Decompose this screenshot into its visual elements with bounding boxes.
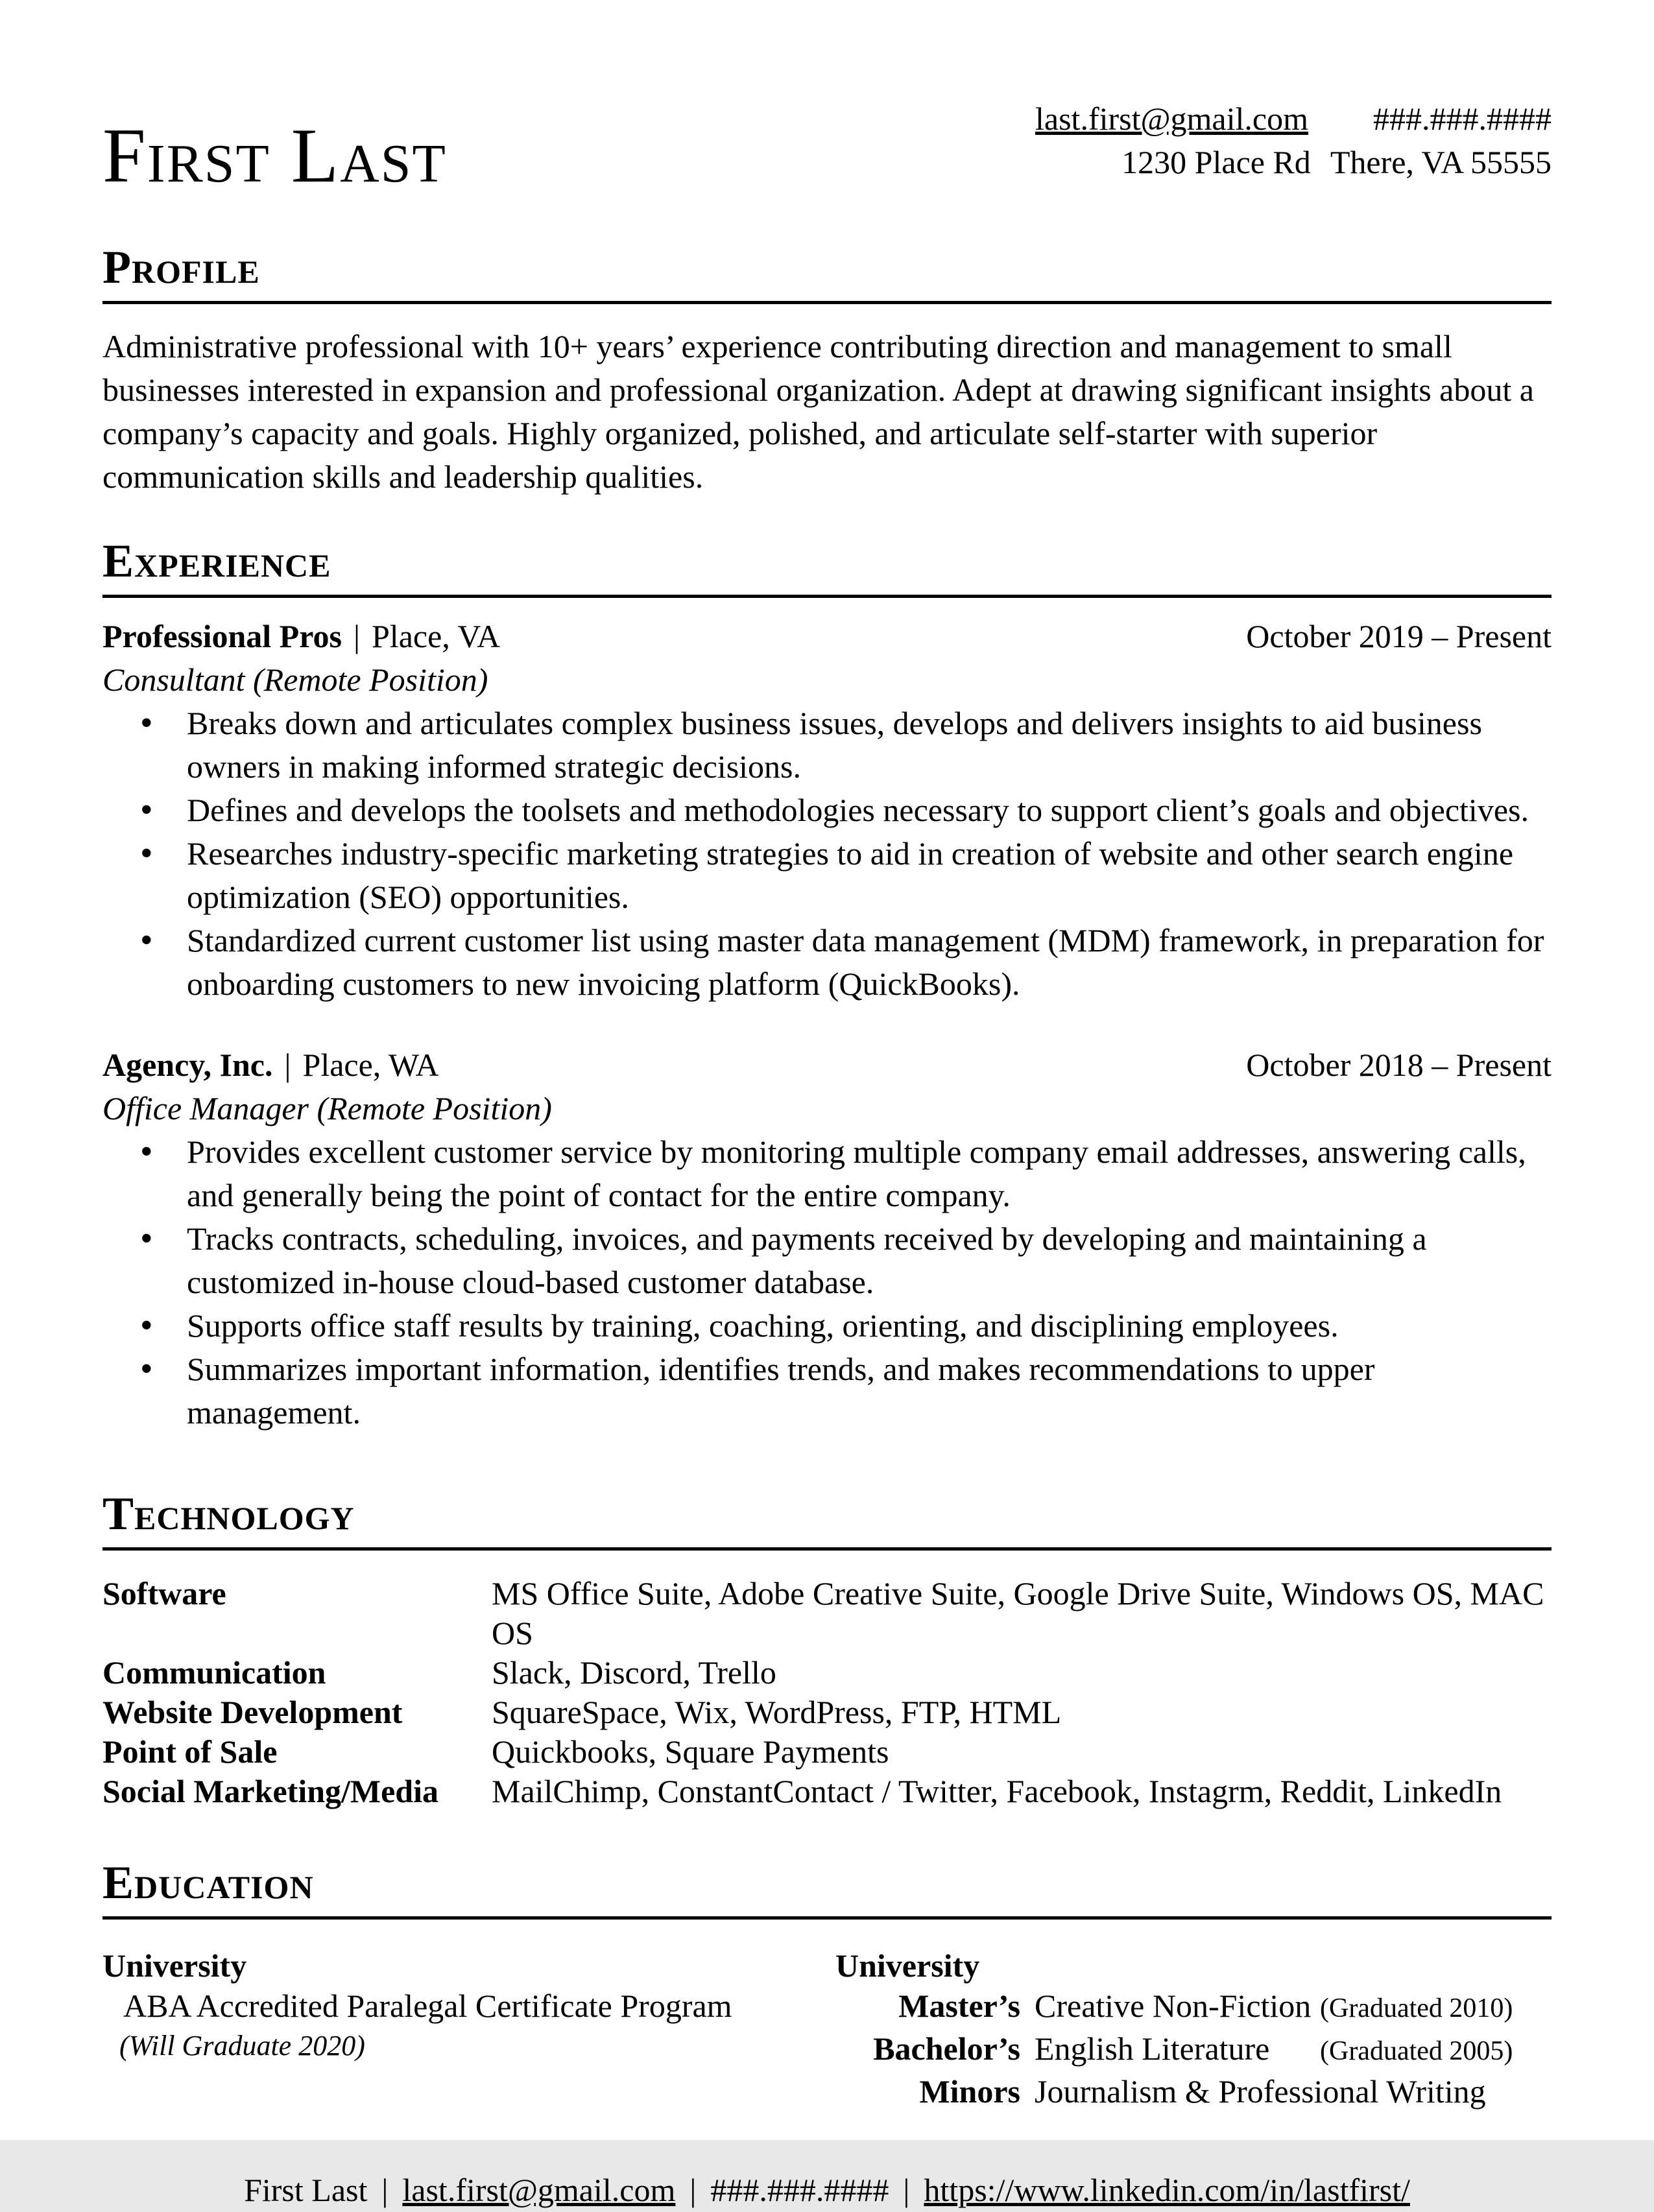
job-entry-1 [102,615,1552,1006]
email-link[interactable]: last.first@gmail.com [1035,101,1308,137]
bullet-item: • Defines and develops the toolsets and methodologies necessary to support client’s goals and objectives. [102,789,1552,832]
job-location: Place, VA [372,618,501,654]
section-profile [102,241,1552,499]
tech-row [102,1693,1552,1732]
pipe-divider: | [284,1047,291,1083]
tech-category-value: Quickbooks, Square Payments [492,1733,889,1770]
edu-degree-value: Journalism & Professional Writing [1035,2073,1486,2110]
job-bullet-list [102,1130,1552,1434]
header [102,97,1552,198]
job-company-location [102,615,500,658]
tech-category-label: Website Development [102,1694,403,1730]
tech-row [102,1574,1552,1653]
tech-category-value: Slack, Discord, Trello [492,1654,776,1691]
job-company: Professional Pros [102,618,342,654]
footer-email-link[interactable]: last.first@gmail.com [402,2172,676,2208]
job-dates: October 2018 – Present [1246,1047,1552,1083]
edu-degree-value: English Literature [1035,2030,1270,2067]
contact-line-1 [1035,97,1552,141]
phone-number: ###.###.#### [1373,101,1552,137]
job-entry-2 [102,1043,1552,1434]
section-technology [102,1490,1552,1811]
education-columns [102,1945,1552,2111]
technology-heading: Technology [102,1488,355,1540]
education-right-column [835,1945,1552,2111]
edu-graduation-note: (Graduated 2010) [1320,1993,1513,2023]
edu-degree-label: Master’s [898,1988,1020,2024]
education-heading: Education [102,1857,314,1909]
edu-degree-row [835,2071,1552,2111]
bullet-item: • Standardized current customer list using master data management (MDM) framework, in preparation for onboarding customers to new invoicing platform (QuickBooks). [102,919,1552,1006]
job-header [102,1043,1552,1087]
edu-degree-row [835,2028,1552,2071]
job-company: Agency, Inc. [102,1047,273,1083]
pipe-divider: | [353,618,360,654]
edu-graduation-note: (Will Graduate 2020) [119,2030,365,2062]
tech-category-label: Software [102,1575,226,1611]
edu-school: University [835,1947,980,1984]
pipe-divider: | [381,2172,389,2208]
section-experience [102,535,1552,1434]
street-address: 1230 Place Rd [1121,144,1311,180]
bullet-item: • Breaks down and articulates complex business issues, develops and delivers insights to aid business owners in making informed strategic decisions. [102,702,1552,789]
tech-row [102,1732,1552,1772]
tech-category-value: MS Office Suite, Adobe Creative Suite, Google Drive Suite, Windows OS, MAC OS [492,1575,1544,1651]
footer-name: First Last [244,2172,368,2208]
education-left-column [102,1945,835,2111]
candidate-name: First Last [102,112,447,198]
footer-linkedin-link[interactable]: https://www.linkedin.com/in/lastfirst/ [924,2172,1410,2208]
experience-heading: Experience [102,535,331,587]
edu-degree-label: Minors [919,2073,1020,2110]
edu-degree-label: Bachelor’s [873,2030,1020,2067]
tech-category-value: SquareSpace, Wix, WordPress, FTP, HTML [492,1694,1062,1730]
bullet-item: • Supports office staff results by training, coaching, orienting, and disciplining employees. [102,1304,1552,1348]
bullet-item: • Provides excellent customer service by monitoring multiple company email addresses, answering calls, and generally being the point of contact for the entire company. [102,1130,1552,1217]
footer-phone: ###.###.#### [710,2172,889,2208]
bullet-item: • Tracks contracts, scheduling, invoices, and payments received by developing and maintaining a customized in-house cloud-based customer database. [102,1217,1552,1304]
edu-school: University [102,1947,247,1984]
edu-graduation-note: (Graduated 2005) [1320,2036,1513,2066]
job-dates: October 2019 – Present [1246,618,1552,654]
job-header [102,615,1552,658]
tech-row [102,1772,1552,1811]
tech-category-label: Social Marketing/Media [102,1773,438,1809]
section-divider [102,301,1552,304]
bullet-item: • Summarizes important information, identifies trends, and makes recommendations to upper management. [102,1348,1552,1434]
technology-table [102,1574,1552,1811]
contact-block [1035,97,1552,184]
footer [102,2169,1552,2212]
profile-summary: Administrative professional with 10+ years’ experience contributing direction and management to small businesses interested in expansion and professional organization. Adept at drawing significant insights about a company’s capacity and goals. Highly organized, polished, and articulate self-starter with superior communication skills and leadership qualities. [102,328,1534,495]
tech-category-value: MailChimp, ConstantContact / Twitter, Facebook, Instagrm, Reddit, LinkedIn [492,1773,1502,1809]
job-bullet-list [102,702,1552,1006]
section-education [102,1859,1552,2111]
edu-degree-value: Creative Non-Fiction [1035,1988,1312,2024]
job-title: Consultant (Remote Position) [102,661,488,698]
pipe-divider: | [903,2172,910,2208]
edu-program: ABA Accredited Paralegal Certificate Program [123,1988,732,2024]
job-location: Place, WA [302,1047,439,1083]
bullet-item: • Researches industry-specific marketing strategies to aid in creation of website and other search engine optimization (SEO) opportunities. [102,832,1552,919]
job-company-location [102,1043,439,1087]
city-state-zip: There, VA 55555 [1330,144,1552,180]
profile-heading: Profile [102,241,260,293]
section-divider [102,595,1552,598]
section-divider [102,1547,1552,1551]
tech-category-label: Communication [102,1654,326,1691]
contact-line-2 [1035,141,1552,184]
edu-degree-row [835,1986,1552,2028]
job-title: Office Manager (Remote Position) [102,1090,552,1126]
tech-category-label: Point of Sale [102,1733,278,1770]
tech-row [102,1653,1552,1693]
section-divider [102,1916,1552,1920]
pipe-divider: | [689,2172,697,2208]
